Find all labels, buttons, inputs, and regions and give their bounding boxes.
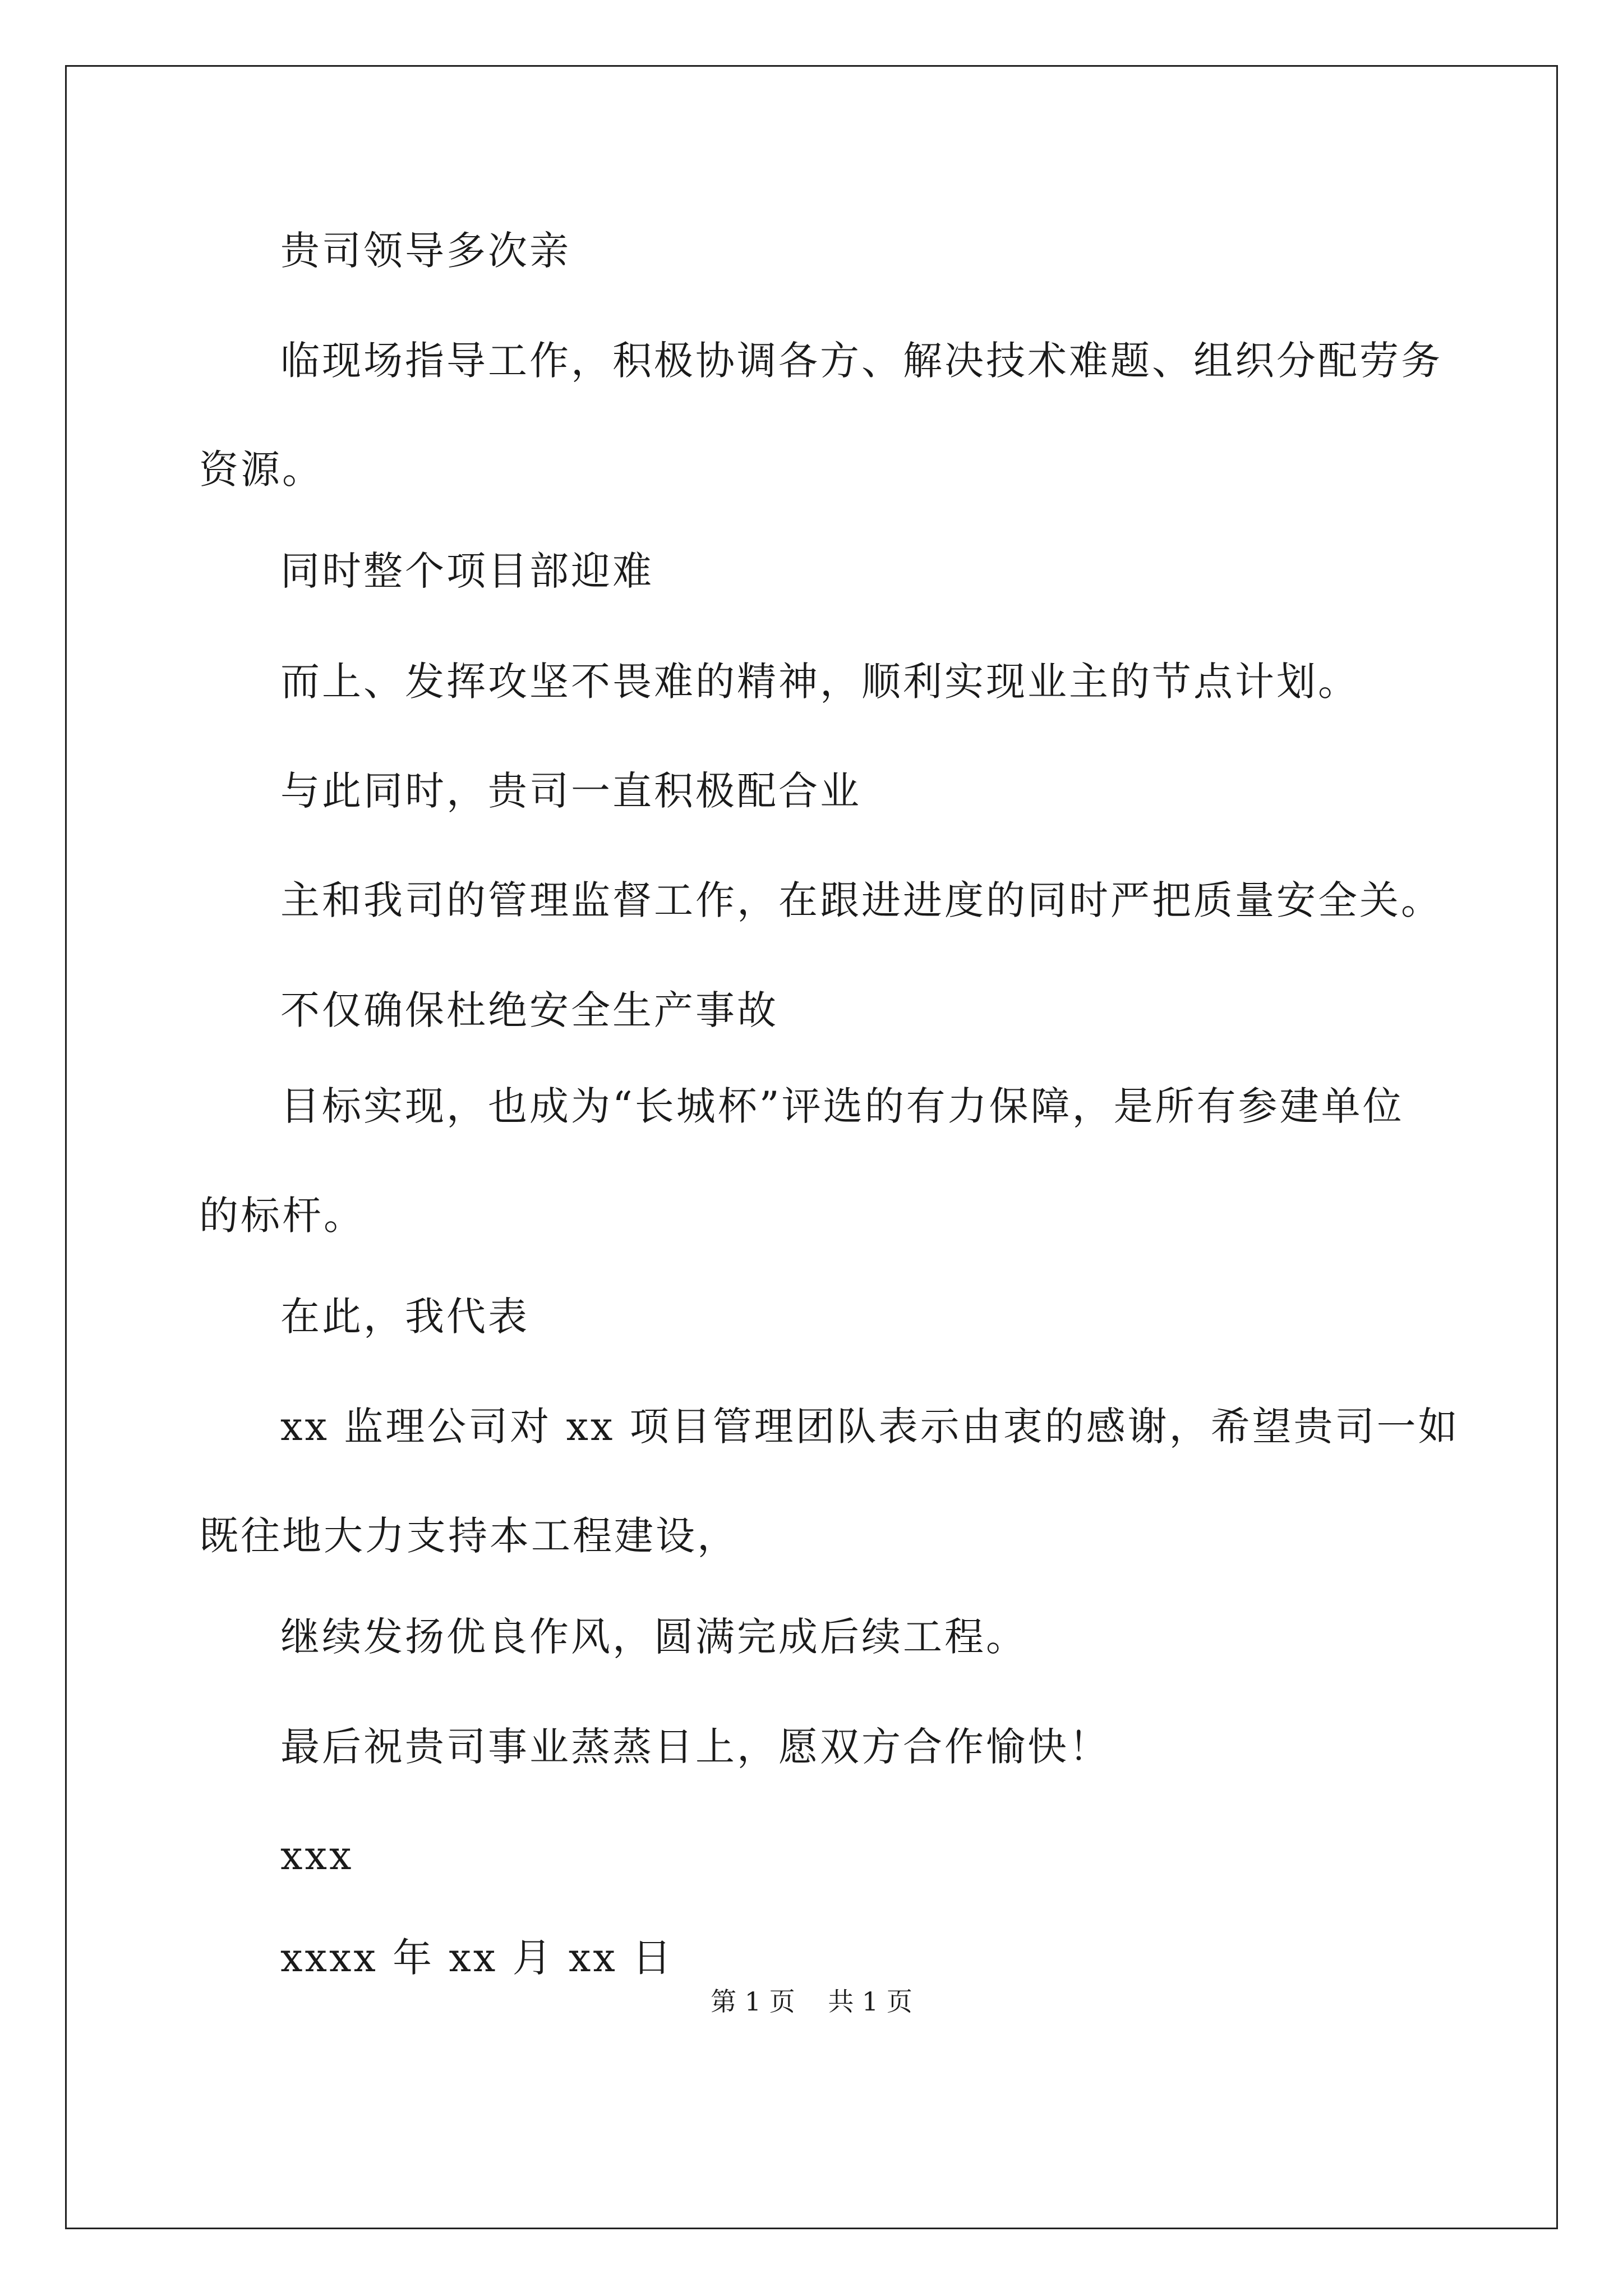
paragraph-line: 既往地大力支持本工程建设， [199, 1513, 739, 1559]
paragraph-line: 而上、发挥攻坚不畏难的精神，顺利实现业主的节点计划。 [280, 659, 1359, 705]
paragraph-line: 主和我司的管理监督工作，在跟进进度的同时严把质量安全关。 [280, 877, 1442, 923]
page-number: 第 1 页 [711, 1986, 795, 2017]
paragraph-line: 在此，我代表 [280, 1294, 529, 1340]
paragraph-line: 目标实现，也成为“长城杯”评选的有力保障，是所有参建单位 [280, 1083, 1404, 1129]
page-border [65, 65, 1558, 2229]
paragraph-line: 资源。 [199, 447, 324, 493]
page-footer [0, 1986, 1623, 2017]
paragraph-line: 继续发扬优良作风，圆满完成后续工程。 [280, 1614, 1027, 1660]
paragraph-line: 与此同时，贵司一直积极配合业 [280, 768, 861, 814]
signature-date: xxxx 年 xx 月 xx 日 [280, 1935, 674, 1981]
page-total: 共 1 页 [828, 1986, 912, 2017]
paragraph-line: 最后祝贵司事业蒸蒸日上，愿双方合作愉快！ [280, 1724, 1110, 1770]
paragraph-line: 不仅确保杜绝安全生产事故 [280, 987, 778, 1033]
paragraph-line: 的标杆。 [199, 1193, 365, 1239]
paragraph-line: 贵司领导多次亲 [280, 228, 571, 274]
paragraph-line: 临现场指导工作，积极协调各方、解决技术难题、组织分配劳务 [280, 338, 1442, 384]
paragraph-line: xx 监理公司对 xx 项目管理团队表示由衷的感谢，希望贵司一如 [280, 1404, 1460, 1450]
signature-name: xxx [280, 1833, 354, 1879]
paragraph-line: 同时整个项目部迎难 [280, 548, 654, 594]
